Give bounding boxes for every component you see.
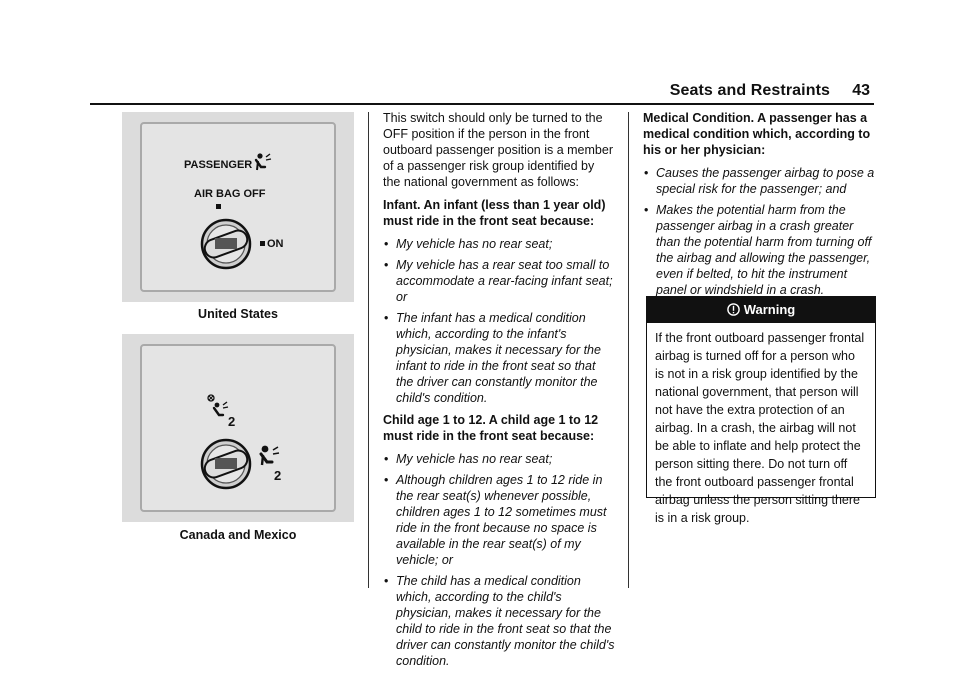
child-list xyxy=(383,451,615,669)
list-item: • My vehicle has no rear seat; xyxy=(384,237,553,251)
list-item: • The infant has a medical condition which, according to the infant's physician, makes it necessary for the infant to ride in the front seat so that the driver can constantly monitor the child's condition. xyxy=(384,311,601,405)
warning-box xyxy=(646,296,876,525)
section-title: Seats and Restraints xyxy=(669,82,830,99)
airbag-on-icon xyxy=(261,446,279,465)
bullet-icon: • xyxy=(384,311,389,325)
airbag-off-label: AIR BAG OFF xyxy=(194,188,266,200)
child-heading: Child age 1 to 12. A child age 1 to 12 must ride in the front seat because: xyxy=(383,413,599,443)
list-item: • The child has a medical condition which, according to the child's physician, makes it necessary for the child to ride in the front seat so that the driver can constantly monitor the child's condition. xyxy=(384,574,615,668)
right-column xyxy=(643,110,875,303)
column-divider xyxy=(628,112,629,588)
airbag-off-icon xyxy=(208,395,228,415)
warning-title: Warning xyxy=(743,302,796,317)
warning-header xyxy=(647,297,875,323)
canada-switch-figure xyxy=(122,334,354,522)
bullet-icon: • xyxy=(644,203,649,217)
off-indicator-light xyxy=(216,204,221,209)
intro-paragraph: This switch should only be turned to the OFF position if the person in the front outboard passenger position is a member of a passenger risk group identified by the national government as follows: xyxy=(383,111,613,189)
key-slot xyxy=(215,238,237,249)
column-divider xyxy=(368,112,369,588)
infant-heading: Infant. An infant (less than 1 year old) must ride in the front seat because: xyxy=(383,198,606,228)
us-switch-figure xyxy=(122,112,354,302)
off-icon-number: 2 xyxy=(228,414,236,429)
warning-icon xyxy=(727,303,740,316)
on-label: ON xyxy=(267,238,284,250)
list-item: • Makes the potential harm from the passenger airbag in a crash greater than the potential harm from turning off the airbag and allowing the passenger, even if belted, to hit the instrument panel or windshield in a crash. xyxy=(644,203,872,297)
infant-list xyxy=(383,236,615,406)
figure-caption-us: United States xyxy=(198,307,278,321)
list-item: • My vehicle has no rear seat; xyxy=(384,452,553,466)
warning-text: If the front outboard passenger frontal airbag is turned off for a person who is not in a risk group identified by the national government, that person will not have the extra protection of an airbag. In a crash, the airbag will not be able to inflate and help protect the person sitting there. Do not turn off the front outboard passenger frontal airbag unless the person sitting there is in a risk group. xyxy=(655,331,865,525)
on-indicator-light xyxy=(260,241,265,246)
us-switch-illustration xyxy=(142,124,334,290)
on-icon-number: 2 xyxy=(274,468,282,483)
bullet-icon: • xyxy=(644,166,649,180)
figure-caption-canada: Canada and Mexico xyxy=(179,528,297,542)
key-slot xyxy=(215,458,237,469)
list-item: • Causes the passenger airbag to pose a special risk for the passenger; and xyxy=(644,166,875,196)
bullet-icon: • xyxy=(384,237,389,251)
middle-column xyxy=(383,110,615,674)
medical-heading: Medical Condition. A passenger has a medical condition which, according to his or her physician: xyxy=(643,111,871,157)
bullet-icon: • xyxy=(384,258,389,272)
page-number: 43 xyxy=(852,82,870,99)
medical-list xyxy=(643,165,875,298)
list-item: • My vehicle has a rear seat too small to accommodate a rear-facing infant seat; or xyxy=(384,258,613,304)
bullet-icon: • xyxy=(384,473,389,487)
passenger-label: PASSENGER xyxy=(184,159,253,171)
bullet-icon: • xyxy=(384,574,389,588)
list-item: • Although children ages 1 to 12 ride in the rear seat(s) whenever possible, children ages 1 to 12 sometimes must ride in the front because no space is available in the rear seat(s) of my vehicle; or xyxy=(384,473,607,567)
header-divider xyxy=(90,103,874,105)
canada-switch-illustration xyxy=(142,346,334,512)
bullet-icon: • xyxy=(384,452,389,466)
passenger-airbag-icon xyxy=(256,153,271,170)
